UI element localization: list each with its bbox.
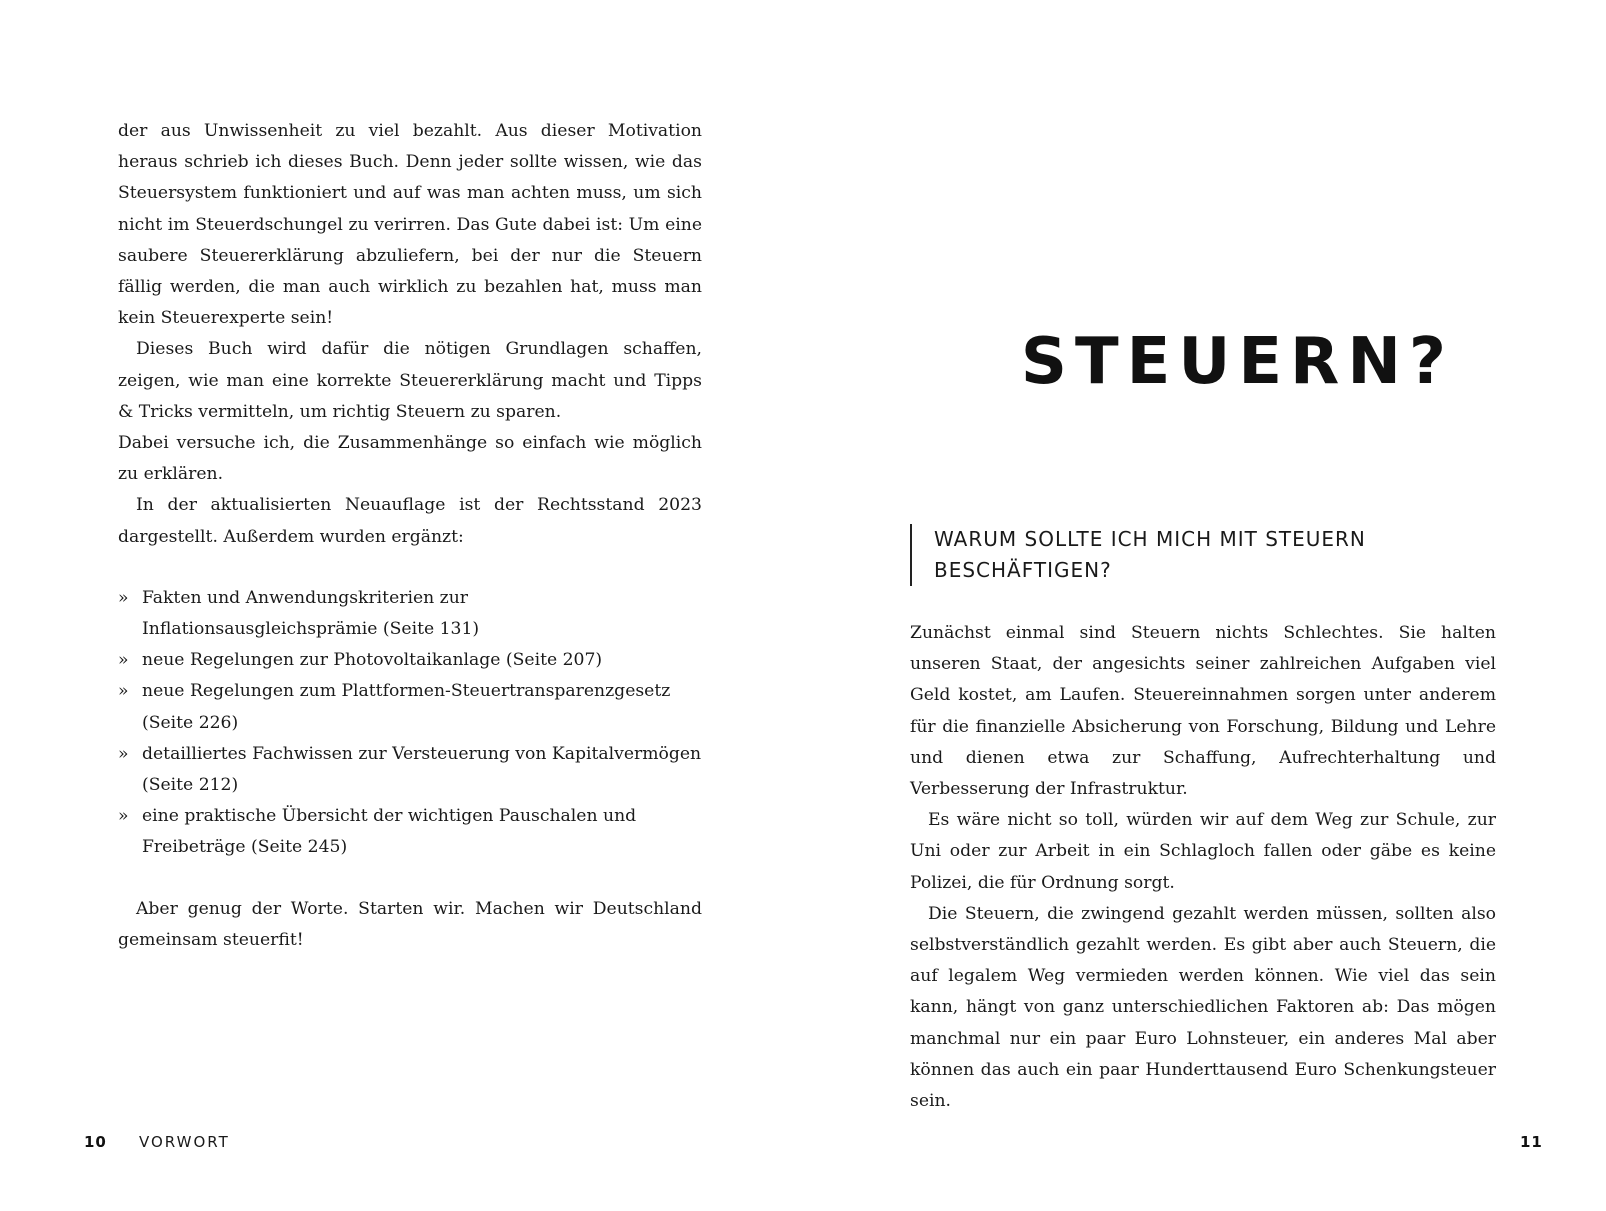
list-item [118,676,702,738]
list-item-text: neue Regelungen zum Plattformen-Steuertransparenzgesetz (Seite 226) [142,681,671,733]
list-item [118,739,702,801]
running-section-label: VORWORT [139,1133,230,1151]
bullet-marker: » [118,681,129,702]
page-number-left: 10 [84,1133,107,1151]
list-item-text: eine praktische Übersicht der wichtigen Pauschalen und Freibeträge (Seite 245) [142,806,637,858]
right-page [803,0,1606,1211]
list-item [118,801,702,863]
list-item-text: Fakten und Anwendungskriterien zur Inflationsausgleichsprämie (Seite 131) [142,587,480,640]
left-text-column [118,116,702,956]
update-list [118,583,702,864]
paragraph: In der aktualisierten Neuauflage ist der Rechtsstand 2023 dargestellt. Außerdem wurden ergänzt: [118,495,702,547]
bullet-marker: » [118,806,129,827]
list-item [118,645,702,676]
list-item-text: neue Regelungen zur Photovoltaikanlage (Seite 207) [142,650,603,671]
paragraph: der aus Unwissenheit zu viel bezahlt. Aus dieser Motivation heraus schrieb ich dieses Buch. Denn jeder sollte wissen, wie das Steuersystem funktioniert und auf was man achten muss, um sich nicht im Steuerdschungel zu verirren. Das Gute dabei ist: Um eine saubere Steuererklärung abzuliefern, bei der nur die Steuern fällig werden, die man auch wirklich zu bezahlen hat, muss man kein Steuerexperte sein! [118,121,702,329]
list-item-text: detailliertes Fachwissen zur Versteuerung von Kapitalvermögen (Seite 212) [142,743,702,796]
closing-paragraph: Aber genug der Worte. Starten wir. Machen wir Deutschland gemeinsam steuerfit! [118,898,702,950]
right-text-column [910,618,1496,1117]
chapter-title: STEUERN? [1020,325,1454,399]
paragraph: Zunächst einmal sind Steuern nichts Schlechtes. Sie halten unseren Staat, der angesichts seiner zahlreichen Aufgaben viel Geld kostet, am Laufen. Steuereinnahmen sorgen unter anderem für die finanzielle Absicherung von Forschung, Bildung und Lehre und dienen etwa zur Schaffung, Aufrechterhaltung und Verbesserung der Infrastruktur. [910,623,1496,800]
bullet-marker: » [118,587,129,608]
subheading: WARUM SOLLTE ICH MICH MIT STEUERN BESCHÄFTIGEN? [934,527,1366,582]
subheading-block [910,524,1494,586]
paragraph: Es wäre nicht so toll, würden wir auf dem Weg zur Schule, zur Uni oder zur Arbeit in ein Schlagloch fallen oder gäbe es keine Polizei, die für Ordnung sorgt. [910,810,1496,893]
paragraph: Dabei versuche ich, die Zusammenhänge so einfach wie möglich zu erklären. [118,433,702,485]
bullet-marker: » [118,743,129,764]
bullet-marker: » [118,650,129,671]
paragraph: Die Steuern, die zwingend gezahlt werden müssen, sollten also selbstverständlich gezahlt werden. Es gibt aber auch Steuern, die auf legalem Weg vermieden werden können. Wie viel das sein kann, hängt von ganz unterschiedlichen Faktoren ab: Das mögen manchmal nur ein paar Euro Lohnsteuer, ein anderes Mal aber können das auch ein paar Hunderttausend Euro Schenkungsteuer sein. [910,903,1496,1112]
list-item [118,583,702,645]
paragraph: Dieses Buch wird dafür die nötigen Grundlagen schaffen, zeigen, wie man eine korrekte Steuererklärung macht und Tipps & Tricks vermitteln, um richtig Steuern zu sparen. [118,339,702,422]
page-number-right: 11 [1520,1133,1543,1151]
